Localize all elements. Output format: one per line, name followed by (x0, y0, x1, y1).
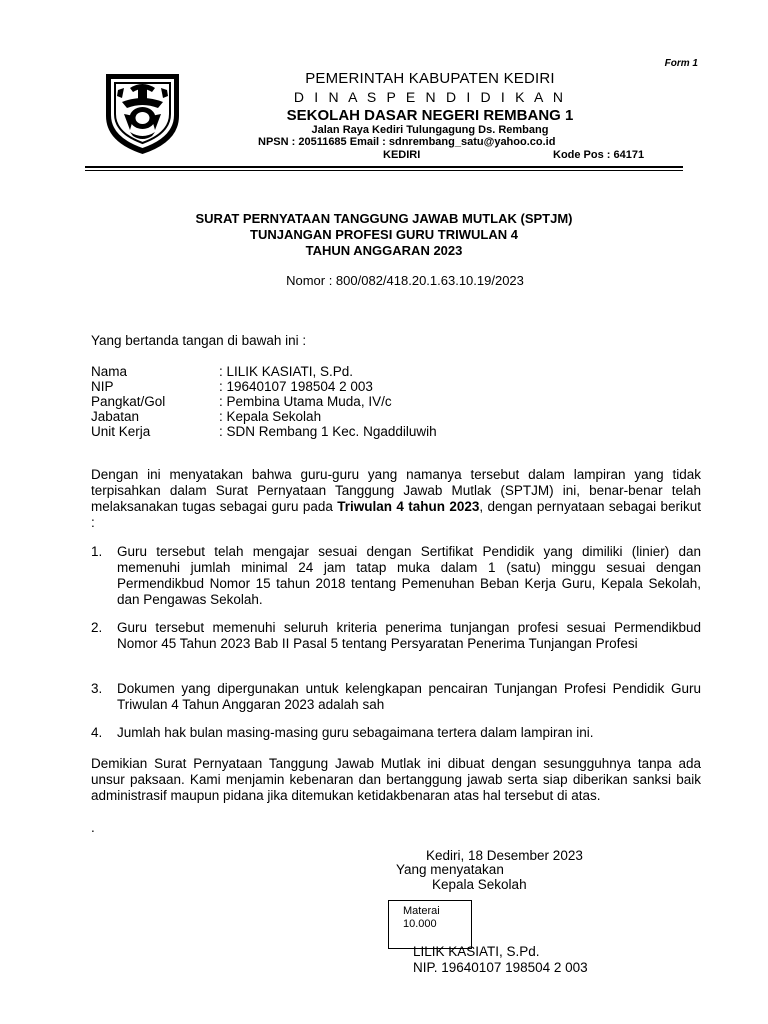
identity-row-rank (91, 394, 437, 409)
signature-place-date: Kediri, 18 Desember 2023 (426, 848, 583, 863)
list-text: Guru tersebut telah mengajar sesuai dengan Sertifikat Pendidik yang dimiliki (linier) dan memenuhi jumlah minimal 24 jam tatap muka dalam 1 (satu) minggu sesuai dengan Permendikbud Nomor 15 tahun 2018 tentang Pemenuhan Beban Kerja Guru, Kepala Sekolah, dan Pengawas Sekolah. (117, 544, 701, 607)
letterhead-school-name: SEKOLAH DASAR NEGERI REMBANG 1 (286, 107, 574, 124)
list-item (91, 725, 701, 741)
list-number: 1. (91, 544, 103, 559)
identity-label: Pangkat/Gol (91, 394, 166, 409)
letterhead-government: PEMERINTAH KABUPATEN KEDIRI (305, 70, 555, 87)
identity-value: : Pembina Utama Muda, IV/c (219, 394, 392, 409)
identity-row-name (91, 364, 437, 379)
identity-value: : SDN Rembang 1 Kec. Ngaddiluwih (219, 424, 437, 439)
document-title-line3: TAHUN ANGGARAN 2023 (305, 243, 463, 258)
identity-row-position (91, 409, 437, 424)
list-item (91, 681, 701, 713)
identity-table (91, 364, 437, 439)
closing-dot: . (91, 820, 95, 835)
signatory-nip: NIP. 19640107 198504 2 003 (413, 960, 588, 975)
signature-declarant: Yang menyatakan (396, 862, 504, 877)
identity-label: Unit Kerja (91, 424, 151, 439)
identity-value: : LILIK KASIATI, S.Pd. (219, 364, 354, 379)
identity-label: Jabatan (91, 409, 140, 424)
letterhead-postal-code: Kode Pos : 64171 (553, 149, 645, 161)
letterhead-department: D I N A S P E N D I D I K A N (293, 89, 567, 105)
identity-label: NIP (91, 379, 114, 394)
document-title-line1: SURAT PERNYATAAN TANGGUNG JAWAB MUTLAK (SPTJM) (195, 211, 573, 226)
letterhead-divider-thin (85, 170, 683, 171)
revenue-stamp-value: 10.000 (403, 918, 437, 930)
list-number: 4. (91, 725, 103, 740)
letterhead-npsn-email: NPSN : 20511685 Email : sdnrembang_satu@yahoo.co.id (258, 136, 556, 148)
list-number: 2. (91, 620, 103, 635)
list-item (91, 620, 701, 652)
statement-text: Dengan ini menyatakan bahwa guru-guru yang namanya tersebut dalam lampiran yang tidak terpisahkan dalam Surat Pernyataan Tanggung Jawab Mutlak (SPTJM) ini, benar-benar telah melaksanakan tugas sebagai guru pada (91, 467, 701, 514)
letterhead-divider-thick (85, 166, 683, 168)
intro-text: Yang bertanda tangan di bawah ini : (91, 333, 307, 348)
statement-text-end: , dengan pernyataan sebagai berikut : (91, 499, 702, 530)
list-text: Guru tersebut memenuhi seluruh kriteria penerima tunjangan profesi sesuai Permendikbud Nomor 45 Tahun 2023 Bab II Pasal 5 tentang Persyaratan Penerima Tunjangan Profesi (117, 620, 701, 651)
statement-period: Triwulan 4 tahun 2023 (337, 499, 480, 514)
signature-position: Kepala Sekolah (432, 877, 527, 892)
statement-paragraph (91, 467, 701, 531)
document-number: Nomor : 800/082/418.20.1.63.10.19/2023 (286, 273, 524, 288)
form-number-label: Form 1 (664, 58, 698, 69)
identity-row-nip (91, 379, 437, 394)
identity-value: : 19640107 198504 2 003 (219, 379, 373, 394)
document-title-line2: TUNJANGAN PROFESI GURU TRIWULAN 4 (250, 227, 518, 242)
identity-label: Nama (91, 364, 128, 379)
kabupaten-kediri-emblem-icon (100, 68, 185, 156)
identity-row-unit (91, 424, 437, 439)
list-text: Dokumen yang dipergunakan untuk kelengkapan pencairan Tunjangan Profesi Pendidik Guru Triwulan 4 Tahun Anggaran 2023 adalah sah (117, 681, 701, 712)
closing-paragraph: Demikian Surat Pernyataan Tanggung Jawab Mutlak ini dibuat dengan sesungguhnya tanpa ada unsur paksaan. Kami menjamin kebenaran dan bertanggung jawab serta siap diberikan sanksi baik administrasif maupun pidana jika ditemukan ketidakbenaran atas hal tersebut di atas. (91, 756, 701, 803)
list-text: Jumlah hak bulan masing-masing guru sebagaimana tertera dalam lampiran ini. (117, 725, 594, 740)
revenue-stamp-label: Materai (403, 905, 440, 917)
letterhead-city: KEDIRI (383, 149, 421, 161)
letterhead-address: Jalan Raya Kediri Tulungagung Ds. Rembang (311, 124, 549, 136)
list-number: 3. (91, 681, 103, 696)
signatory-name: LILIK KASIATI, S.Pd. (413, 944, 540, 959)
identity-value: : Kepala Sekolah (219, 409, 322, 424)
revenue-stamp-box (388, 900, 472, 949)
list-item (91, 544, 701, 608)
